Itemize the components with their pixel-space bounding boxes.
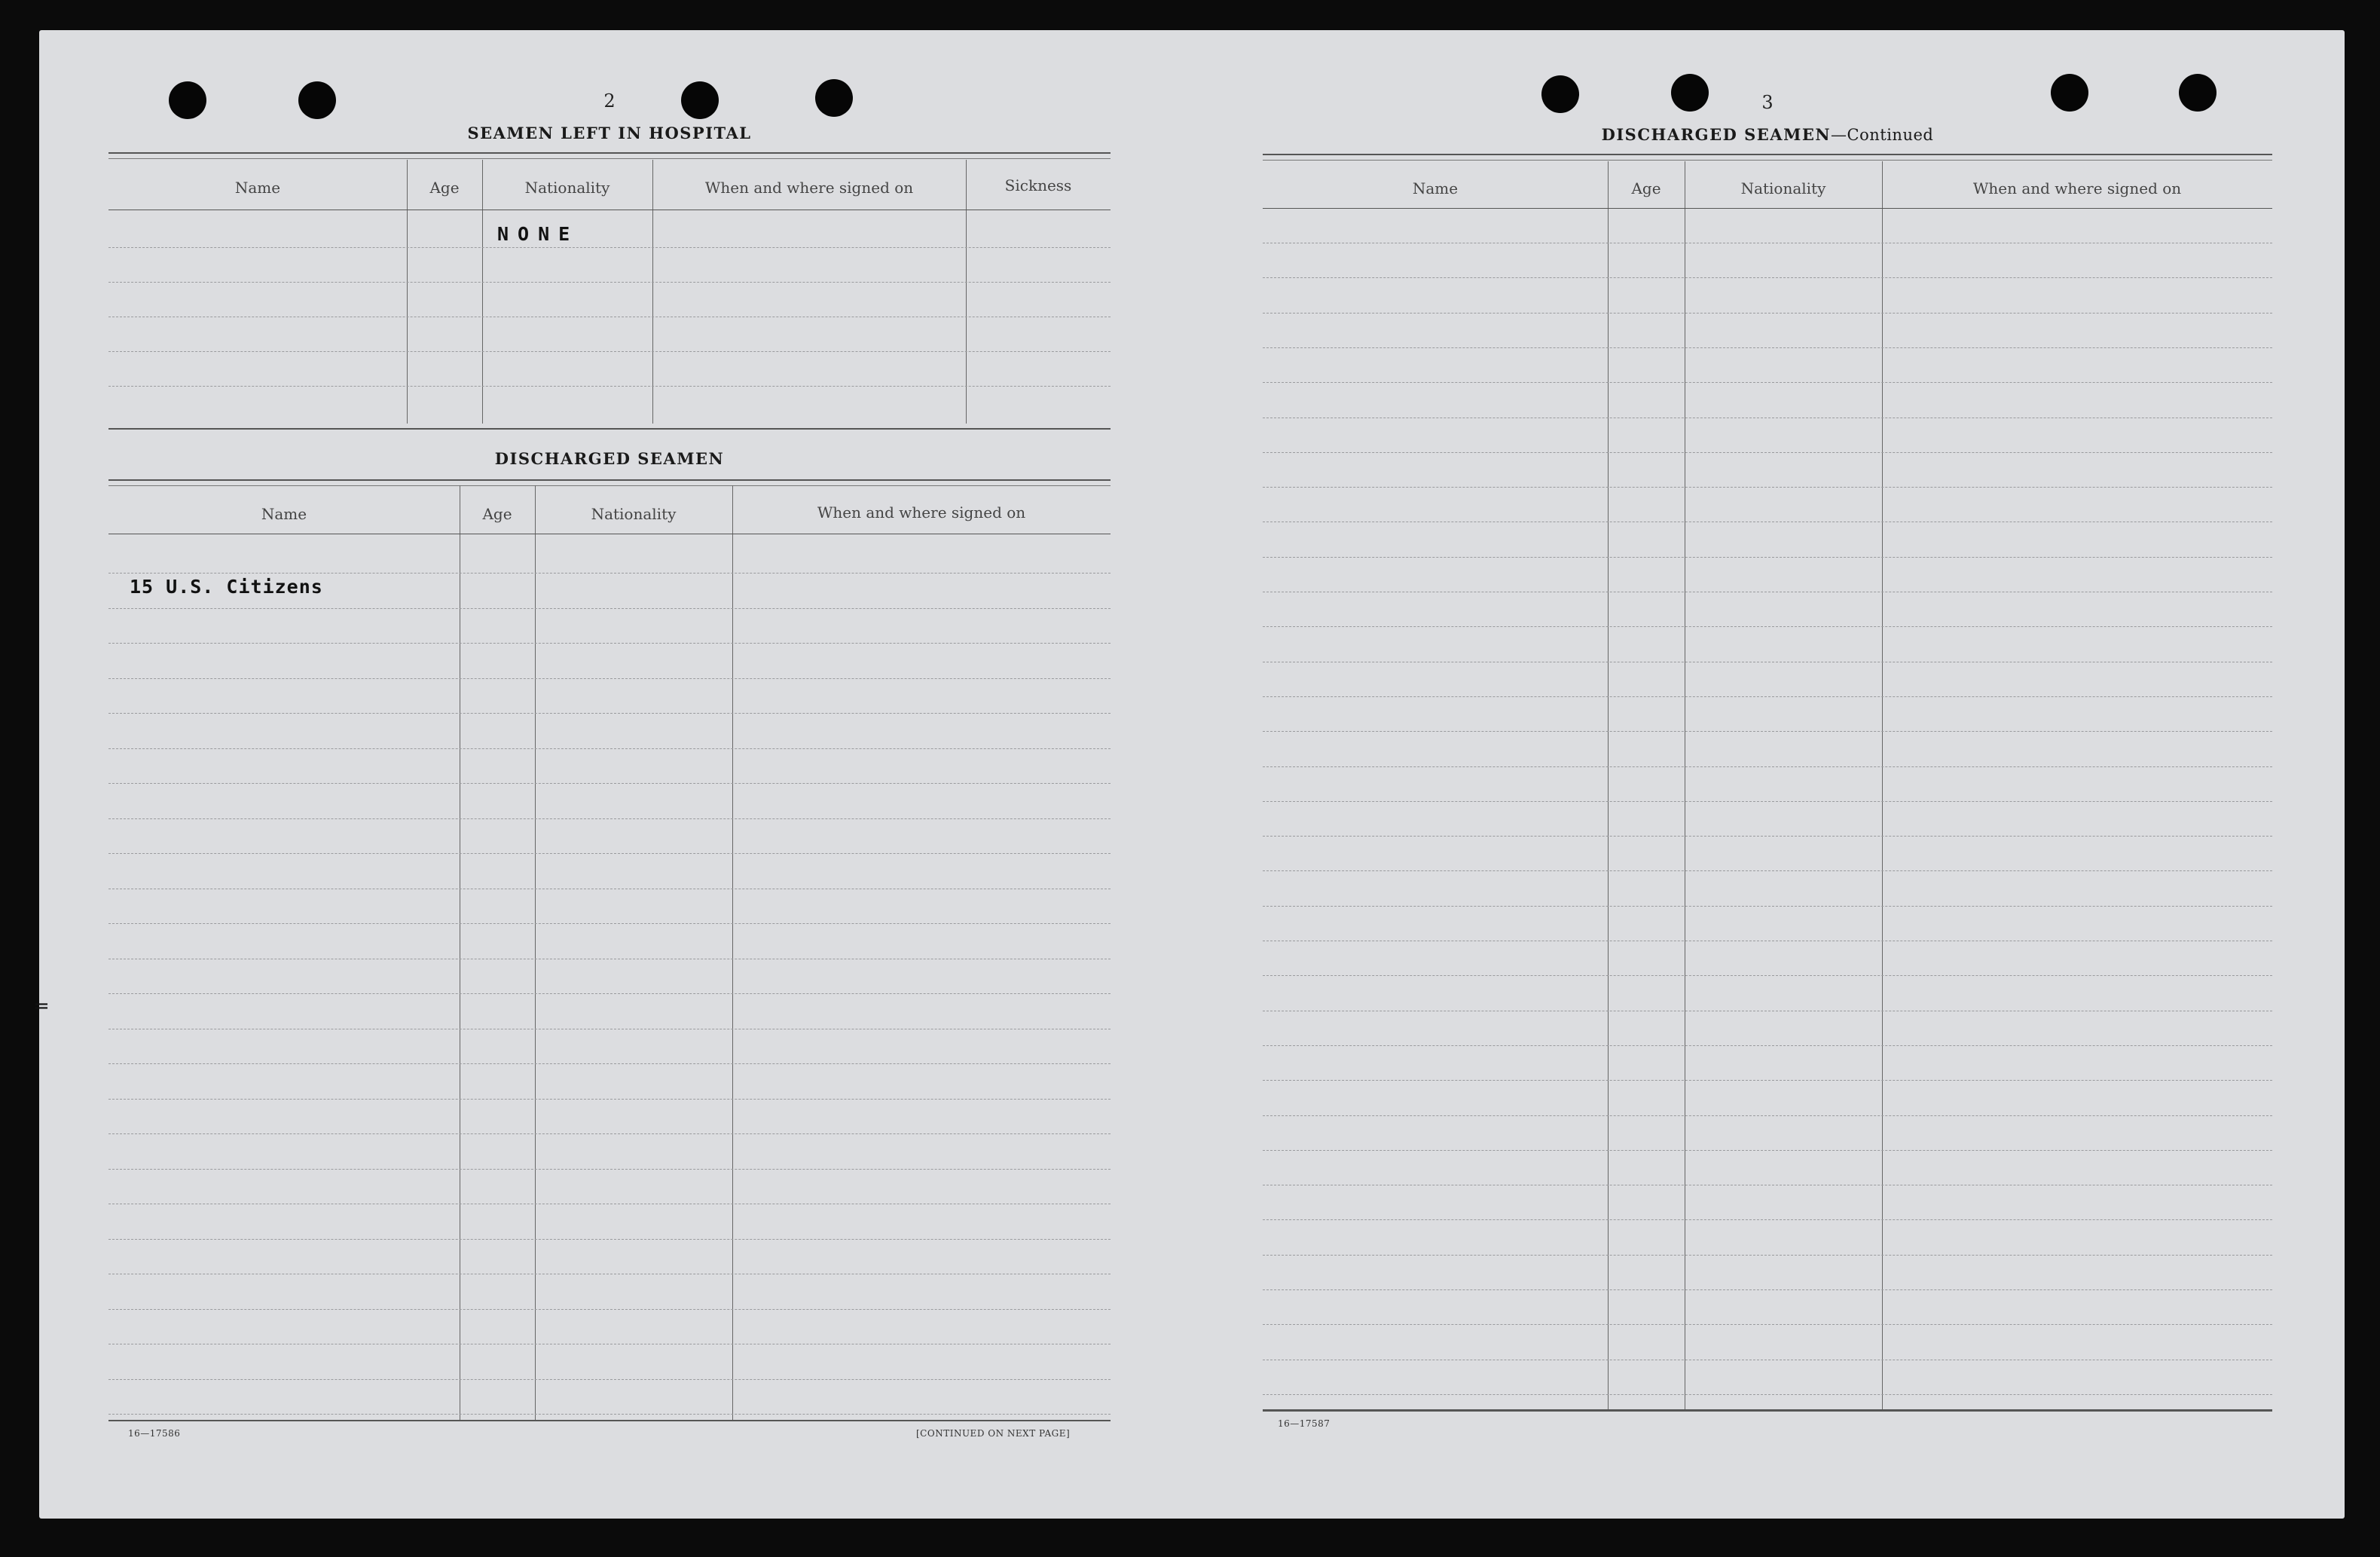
left-page xyxy=(108,30,1111,1519)
ruling-line xyxy=(108,351,1111,352)
ruling-line xyxy=(108,818,1111,819)
column-header-age: Age xyxy=(429,179,460,197)
ruling-line xyxy=(1263,452,2272,453)
discharged-continued-title xyxy=(1263,125,2272,144)
ruling-line xyxy=(1263,1080,2272,1081)
ruling-line xyxy=(108,247,1111,248)
ruling-line xyxy=(1263,626,2272,627)
page-number: 3 xyxy=(1761,92,1774,113)
ruling-line xyxy=(1263,487,2272,488)
ruling-line xyxy=(1263,870,2272,871)
ruling-line xyxy=(108,678,1111,679)
ruling-line xyxy=(1263,1324,2272,1325)
column-divider xyxy=(482,160,483,424)
title-main: DISCHARGED SEAMEN xyxy=(1601,125,1832,144)
header-rule xyxy=(1263,154,2272,161)
ruling-line xyxy=(108,1414,1111,1415)
ruling-line xyxy=(108,853,1111,854)
ruling-line xyxy=(1263,1219,2272,1220)
header-underline xyxy=(1263,208,2272,209)
discharged-continued-table xyxy=(1263,161,2272,1409)
discharged-entry: 15 U.S. Citizens xyxy=(130,576,323,598)
ruling-line xyxy=(108,923,1111,924)
column-divider xyxy=(652,160,653,424)
ruling-line xyxy=(1263,766,2272,767)
column-divider xyxy=(1882,161,1883,1409)
ruling-line xyxy=(108,713,1111,714)
column-divider xyxy=(407,160,408,424)
ruling-line xyxy=(108,748,1111,749)
ruling-line xyxy=(1263,1150,2272,1151)
ruling-line xyxy=(1263,975,2272,976)
ruling-line xyxy=(108,1379,1111,1380)
ruling-line xyxy=(1263,1394,2272,1395)
ruling-line xyxy=(108,1099,1111,1100)
hospital-table xyxy=(108,160,1111,424)
ruling-line xyxy=(108,1309,1111,1310)
form-sheet xyxy=(39,30,2345,1519)
form-number: 16—17586 xyxy=(128,1428,181,1439)
ruling-line xyxy=(108,1063,1111,1064)
ruling-line xyxy=(1263,347,2272,348)
ruling-line xyxy=(108,643,1111,644)
ruling-line xyxy=(108,386,1111,387)
column-header-nationality: Nationality xyxy=(591,505,677,523)
ruling-line xyxy=(108,573,1111,574)
column-header-age: Age xyxy=(1631,179,1661,197)
ruling-line xyxy=(108,608,1111,609)
column-divider xyxy=(535,485,536,1420)
hospital-section-title: SEAMEN LEFT IN HOSPITAL xyxy=(467,124,752,142)
title-suffix: —Continued xyxy=(1831,126,1934,144)
column-divider xyxy=(1608,161,1609,1409)
ruling-line xyxy=(1263,313,2272,314)
header-rule xyxy=(108,152,1111,159)
form-number: 16—17587 xyxy=(1278,1418,1331,1429)
column-header-signed-on: When and where signed on xyxy=(704,179,914,197)
continued-note: [CONTINUED ON NEXT PAGE] xyxy=(916,1428,1071,1439)
page-number: 2 xyxy=(603,90,616,112)
column-divider xyxy=(966,160,967,424)
right-page xyxy=(1263,30,2272,1519)
discharged-section-title: DISCHARGED SEAMEN xyxy=(494,449,725,468)
bottom-rule xyxy=(108,1420,1111,1421)
column-header-age: Age xyxy=(482,505,512,523)
column-header-nationality: Nationality xyxy=(1740,179,1826,197)
ruling-line xyxy=(108,1133,1111,1134)
ruling-line xyxy=(1263,1045,2272,1046)
ruling-line xyxy=(108,993,1111,994)
ruling-line xyxy=(1263,277,2272,278)
column-header-name: Name xyxy=(1412,179,1459,197)
ruling-line xyxy=(1263,696,2272,697)
column-header-signed-on: When and where signed on xyxy=(1972,179,2182,197)
ruling-line xyxy=(108,282,1111,283)
ruling-line xyxy=(1263,1255,2272,1256)
section-rule xyxy=(108,428,1111,430)
ruling-line xyxy=(1263,382,2272,383)
column-header-signed-on: When and where signed on xyxy=(817,503,1026,522)
ruling-line xyxy=(1263,557,2272,558)
column-header-name: Name xyxy=(234,179,281,197)
ruling-line xyxy=(108,1239,1111,1240)
ruling-line xyxy=(1263,836,2272,837)
ruling-line xyxy=(1263,801,2272,802)
column-header-name: Name xyxy=(261,505,307,523)
column-header-nationality: Nationality xyxy=(524,179,610,197)
discharged-table xyxy=(108,485,1111,1420)
bottom-rule xyxy=(1263,1409,2272,1412)
column-divider xyxy=(732,485,733,1420)
ruling-line xyxy=(1263,731,2272,732)
ruling-line xyxy=(108,1169,1111,1170)
edge-mark: = xyxy=(33,995,50,1017)
ruling-line xyxy=(1263,1289,2272,1290)
ruling-line xyxy=(1263,1115,2272,1116)
column-header-sickness: Sickness xyxy=(1004,176,1072,194)
ruling-line xyxy=(108,783,1111,784)
ruling-line xyxy=(1263,906,2272,907)
hospital-entry: NONE xyxy=(497,223,579,245)
